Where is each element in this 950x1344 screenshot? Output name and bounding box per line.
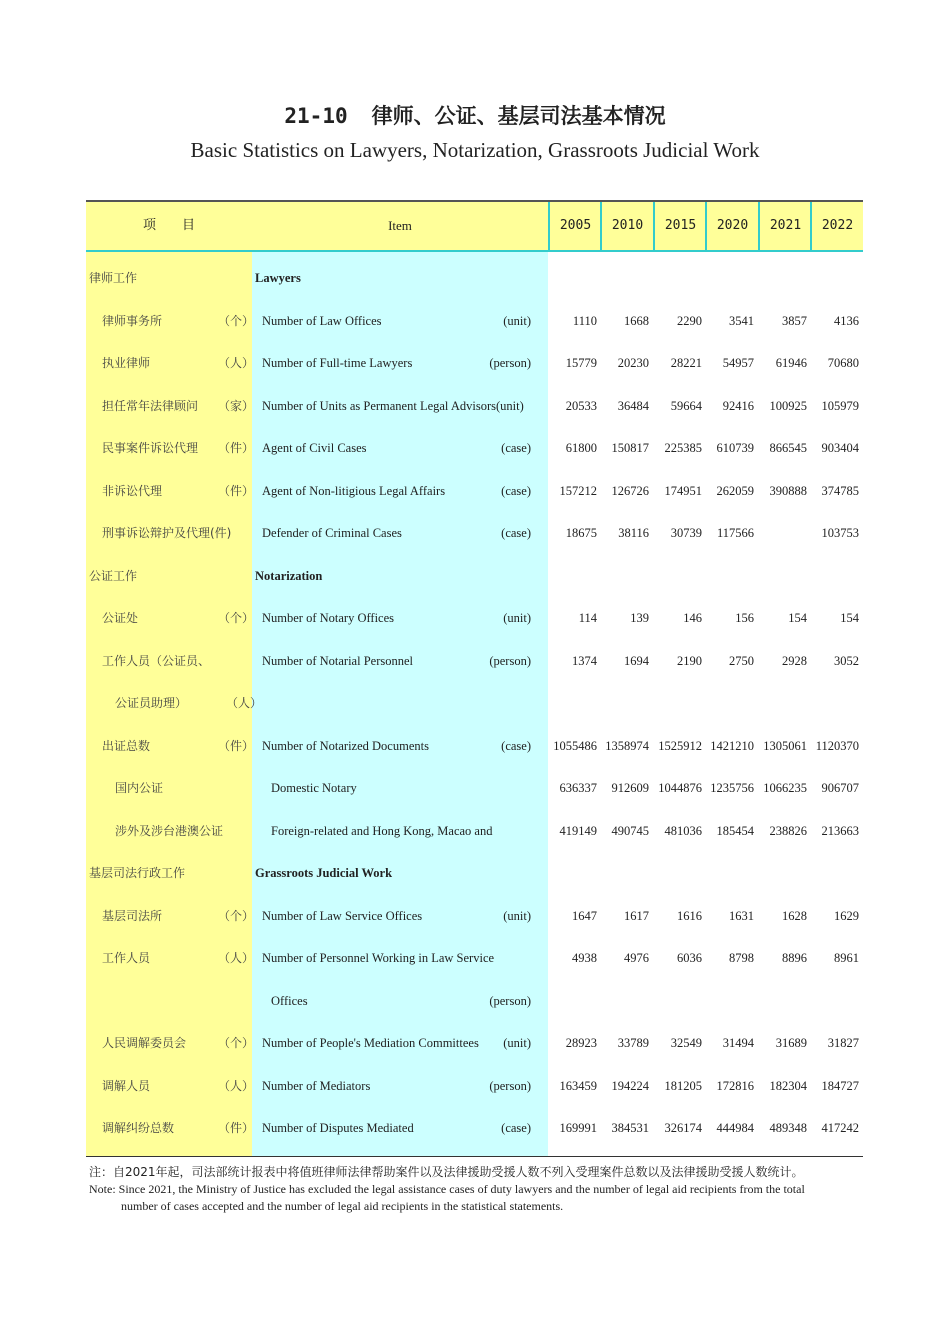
row-unit-en: (case) <box>501 526 531 540</box>
header-year: 2010 <box>600 202 653 250</box>
title-cn: 律师、公证、基层司法基本情况 <box>371 104 666 128</box>
table-row <box>86 640 863 682</box>
cell-value: 1694 <box>624 653 649 668</box>
cell-value: 444984 <box>716 1121 754 1135</box>
cell-value: 1647 <box>572 908 597 923</box>
cell-value: 4976 <box>624 951 649 965</box>
row-unit-en: (person) <box>489 993 531 1008</box>
cell-value: 32549 <box>670 1036 702 1050</box>
cell-value: 163459 <box>559 1078 597 1093</box>
cell-value: 18675 <box>565 526 597 540</box>
cell-value: 36484 <box>617 398 649 413</box>
section-row <box>86 555 863 597</box>
cell-value: 20533 <box>565 398 597 413</box>
cell-value: 326174 <box>664 1121 702 1135</box>
table-row <box>86 512 863 554</box>
cell-value: 1120370 <box>815 738 859 753</box>
row-unit-cn: （个） <box>218 908 255 923</box>
table-header <box>86 202 863 252</box>
row-label-en: Number of Personnel Working in Law Service <box>262 951 495 965</box>
row-label-cn: 律师工作 <box>89 271 138 285</box>
cell-value: 1066235 <box>763 781 807 795</box>
note-en-cont: number of cases accepted and the number of legal aid recipients in the statistical statements. <box>121 1199 564 1213</box>
row-label-en: Domestic Notary <box>271 781 357 795</box>
header-year: 2015 <box>653 202 706 250</box>
cell-value: 15779 <box>565 356 597 370</box>
cell-value: 146 <box>683 611 702 625</box>
row-label-en: Number of Notarial Personnel <box>262 653 414 668</box>
row-label-cn: 公证员助理） <box>115 696 188 710</box>
cell-value: 3052 <box>834 653 859 668</box>
cell-value: 610739 <box>716 441 754 455</box>
cell-value: 4136 <box>834 313 859 328</box>
row-label-cn: 基层司法行政工作 <box>89 866 186 880</box>
row-unit-cn: （个） <box>218 611 255 625</box>
cell-value: 1631 <box>729 908 754 923</box>
cell-value: 6036 <box>677 951 702 965</box>
row-label-en: Grassroots Judicial Work <box>255 866 393 880</box>
row-unit-cn: （人） <box>218 356 255 370</box>
cell-value: 31827 <box>827 1036 859 1050</box>
row-label-en: Offices <box>271 993 308 1008</box>
cell-value: 61800 <box>565 441 597 455</box>
cell-value: 59664 <box>670 398 702 413</box>
cell-value: 28923 <box>565 1036 597 1050</box>
row-label-en: Agent of Non-litigious Legal Affairs <box>262 483 446 498</box>
cell-value: 489348 <box>769 1121 807 1135</box>
note-en: Note: Since 2021, the Ministry of Justice has excluded the legal assistance cases of duty lawyers and the number of legal aid recipients from the total <box>89 1182 805 1196</box>
cell-value: 1421210 <box>710 738 754 753</box>
row-label-cn: 工作人员 <box>102 951 151 965</box>
cell-value: 30739 <box>670 526 702 540</box>
table-row <box>86 937 863 979</box>
row-label-en: Number of People's Mediation Committees <box>262 1036 479 1050</box>
cell-value: 1616 <box>677 908 702 923</box>
footnote <box>89 1164 869 1215</box>
cell-value: 100925 <box>769 398 807 413</box>
row-label-cn: 人民调解委员会 <box>102 1036 187 1050</box>
cell-value: 490745 <box>611 823 649 838</box>
row-label-cn: 非诉讼代理 <box>102 483 163 498</box>
row-label-cn: 公证工作 <box>89 568 138 583</box>
cell-value: 262059 <box>716 483 754 498</box>
header-year: 2022 <box>810 202 863 250</box>
row-unit-en: (unit) <box>503 313 531 328</box>
cell-value: 2750 <box>729 653 754 668</box>
cell-value: 114 <box>578 611 597 625</box>
header-year: 2020 <box>705 202 758 250</box>
row-label-cn: 律师事务所 <box>102 313 163 328</box>
row-label-cn: 涉外及涉台港澳公证 <box>115 823 224 838</box>
cell-value: 4938 <box>572 951 597 965</box>
row-unit-en: (case) <box>501 738 531 753</box>
row-unit-cn: （人） <box>218 951 255 965</box>
cell-value: 185454 <box>716 823 754 838</box>
row-label-en: Number of Law Service Offices <box>262 908 423 923</box>
cell-value: 154 <box>840 611 859 625</box>
row-label-en: Number of Notary Offices <box>262 611 395 625</box>
cell-value: 912609 <box>611 781 649 795</box>
table-row <box>86 385 863 427</box>
header-year: 2021 <box>758 202 811 250</box>
cell-value: 8798 <box>729 951 754 965</box>
row-label-cn: 公证处 <box>102 611 139 625</box>
cell-value: 390888 <box>769 483 807 498</box>
cell-value: 1358974 <box>605 738 649 753</box>
cell-value: 481036 <box>664 823 702 838</box>
cell-value: 3541 <box>729 313 754 328</box>
cell-value: 1110 <box>572 313 597 328</box>
table-row <box>86 300 863 342</box>
section-row <box>86 257 863 299</box>
row-unit-cn: （件） <box>218 483 255 498</box>
cell-value: 903404 <box>821 441 859 455</box>
cell-value: 28221 <box>670 356 702 370</box>
row-label-cn: 担任常年法律顾问 <box>102 398 199 413</box>
cell-value: 92416 <box>722 398 754 413</box>
note-cn: 注：自2021年起，司法部统计报表中将值班律师法律帮助案件以及法律援助受援人数不列入受理案件总数以及法律援助受援人数统计。 <box>89 1165 804 1179</box>
cell-value: 419149 <box>559 823 597 838</box>
cell-value: 1668 <box>624 313 649 328</box>
cell-value: 213663 <box>821 823 859 838</box>
header-en: Item <box>388 218 412 233</box>
row-unit-cn: （人） <box>226 696 263 710</box>
cell-value: 8961 <box>834 951 859 965</box>
row-unit-en: (person) <box>489 356 531 370</box>
cell-value: 417242 <box>821 1121 859 1135</box>
row-unit-cn: （个） <box>218 313 255 328</box>
table-row <box>86 1107 863 1149</box>
cell-value: 1628 <box>782 908 807 923</box>
row-label-en: Number of Law Offices <box>262 313 382 328</box>
cell-value: 2928 <box>782 653 807 668</box>
cell-value: 181205 <box>664 1078 702 1093</box>
cell-value: 194224 <box>611 1078 649 1093</box>
header-cn: 项 目 <box>142 218 195 233</box>
cell-value: 38116 <box>618 526 649 540</box>
row-label-en: Number of Mediators <box>262 1078 371 1093</box>
cell-value: 1374 <box>572 653 597 668</box>
cell-value: 33789 <box>617 1036 649 1050</box>
cell-value: 117566 <box>716 526 754 540</box>
row-unit-cn: （家） <box>218 398 255 413</box>
table-row <box>86 470 863 512</box>
cell-value: 169991 <box>559 1121 597 1135</box>
cell-value: 156 <box>735 611 754 625</box>
row-label-en: Number of Units as Permanent Legal Advisors(unit) <box>262 398 524 413</box>
cell-value: 139 <box>630 611 649 625</box>
row-label-cn: 国内公证 <box>115 781 164 795</box>
cell-value: 31494 <box>722 1036 754 1050</box>
cell-value: 225385 <box>664 441 702 455</box>
cell-value: 182304 <box>769 1078 807 1093</box>
row-label-en: Defender of Criminal Cases <box>262 526 402 540</box>
row-label-en: Lawyers <box>255 271 301 285</box>
cell-value: 126726 <box>611 483 649 498</box>
bottom-rule <box>86 1156 863 1157</box>
cell-value: 1617 <box>624 908 649 923</box>
table-row <box>86 1065 863 1107</box>
cell-value: 157212 <box>559 483 597 498</box>
section-row <box>86 852 863 894</box>
row-label-cn: 调解人员 <box>102 1078 151 1093</box>
table-row <box>86 725 863 767</box>
cell-value: 1525912 <box>658 738 702 753</box>
row-label-en: Foreign-related and Hong Kong, Macao and <box>271 823 493 838</box>
cell-value: 174951 <box>664 483 702 498</box>
cell-value: 866545 <box>769 441 807 455</box>
cell-value: 906707 <box>821 781 859 795</box>
row-unit-cn: （个） <box>218 1036 255 1050</box>
cell-value: 20230 <box>617 356 649 370</box>
row-unit-cn: （件） <box>218 738 255 753</box>
row-label-en: Agent of Civil Cases <box>262 441 367 455</box>
cell-value: 1055486 <box>553 738 597 753</box>
cell-value: 2290 <box>677 313 702 328</box>
table-row <box>86 1022 863 1064</box>
row-label-en: Notarization <box>255 568 323 583</box>
table-row <box>86 682 863 724</box>
table-number: 21-10 <box>284 104 348 128</box>
cell-value: 238826 <box>769 823 807 838</box>
table-row <box>86 427 863 469</box>
cell-value: 61946 <box>775 356 807 370</box>
cell-value: 1235756 <box>710 781 754 795</box>
header-year: 2005 <box>548 202 601 250</box>
cell-value: 384531 <box>611 1121 649 1135</box>
cell-value: 31689 <box>775 1036 807 1050</box>
table-row <box>86 767 863 809</box>
cell-value: 150817 <box>611 441 649 455</box>
cell-value: 172816 <box>716 1078 754 1093</box>
cell-value: 1305061 <box>763 738 807 753</box>
table-row <box>86 980 863 1022</box>
cell-value: 54957 <box>722 356 754 370</box>
cell-value: 3857 <box>782 313 807 328</box>
row-label-cn: 刑事诉讼辩护及代理(件) <box>102 526 232 540</box>
cell-value: 154 <box>788 611 807 625</box>
cell-value: 184727 <box>821 1078 859 1093</box>
row-unit-cn: （件） <box>218 1121 255 1135</box>
row-label-cn: 民事案件诉讼代理 <box>102 441 199 455</box>
row-label-en: Number of Notarized Documents <box>262 738 429 753</box>
row-unit-en: (unit) <box>503 908 531 923</box>
cell-value: 1629 <box>834 908 859 923</box>
row-label-cn: 调解纠纷总数 <box>102 1121 175 1135</box>
cell-value: 2190 <box>677 653 702 668</box>
cell-value: 103753 <box>821 526 859 540</box>
cell-value: 105979 <box>821 398 859 413</box>
row-unit-en: (person) <box>489 1078 531 1093</box>
row-label-en: Number of Full-time Lawyers <box>262 356 413 370</box>
row-unit-en: (case) <box>501 441 531 455</box>
table-row <box>86 597 863 639</box>
table-row <box>86 810 863 852</box>
row-unit-en: (unit) <box>503 1036 531 1050</box>
row-unit-en: (case) <box>501 483 531 498</box>
cell-value: 636337 <box>559 781 597 795</box>
row-label-cn: 出证总数 <box>102 738 151 753</box>
cell-value: 8896 <box>782 951 807 965</box>
row-unit-cn: （件） <box>218 441 255 455</box>
row-label-cn: 工作人员（公证员、 <box>102 653 211 668</box>
cell-value: 70680 <box>827 356 859 370</box>
cell-value: 1044876 <box>658 781 702 795</box>
row-label-cn: 执业律师 <box>102 356 151 370</box>
page-title <box>0 100 950 130</box>
row-label-en: Number of Disputes Mediated <box>262 1121 414 1135</box>
row-unit-en: (case) <box>501 1121 531 1135</box>
row-unit-cn: （人） <box>218 1078 255 1093</box>
row-unit-en: (unit) <box>503 611 531 625</box>
table-row <box>86 342 863 384</box>
table-row <box>86 895 863 937</box>
title-en: Basic Statistics on Lawyers, Notarization, Grassroots Judicial Work <box>190 138 760 162</box>
row-unit-en: (person) <box>489 653 531 668</box>
row-label-cn: 基层司法所 <box>102 908 163 923</box>
cell-value: 374785 <box>821 483 859 498</box>
